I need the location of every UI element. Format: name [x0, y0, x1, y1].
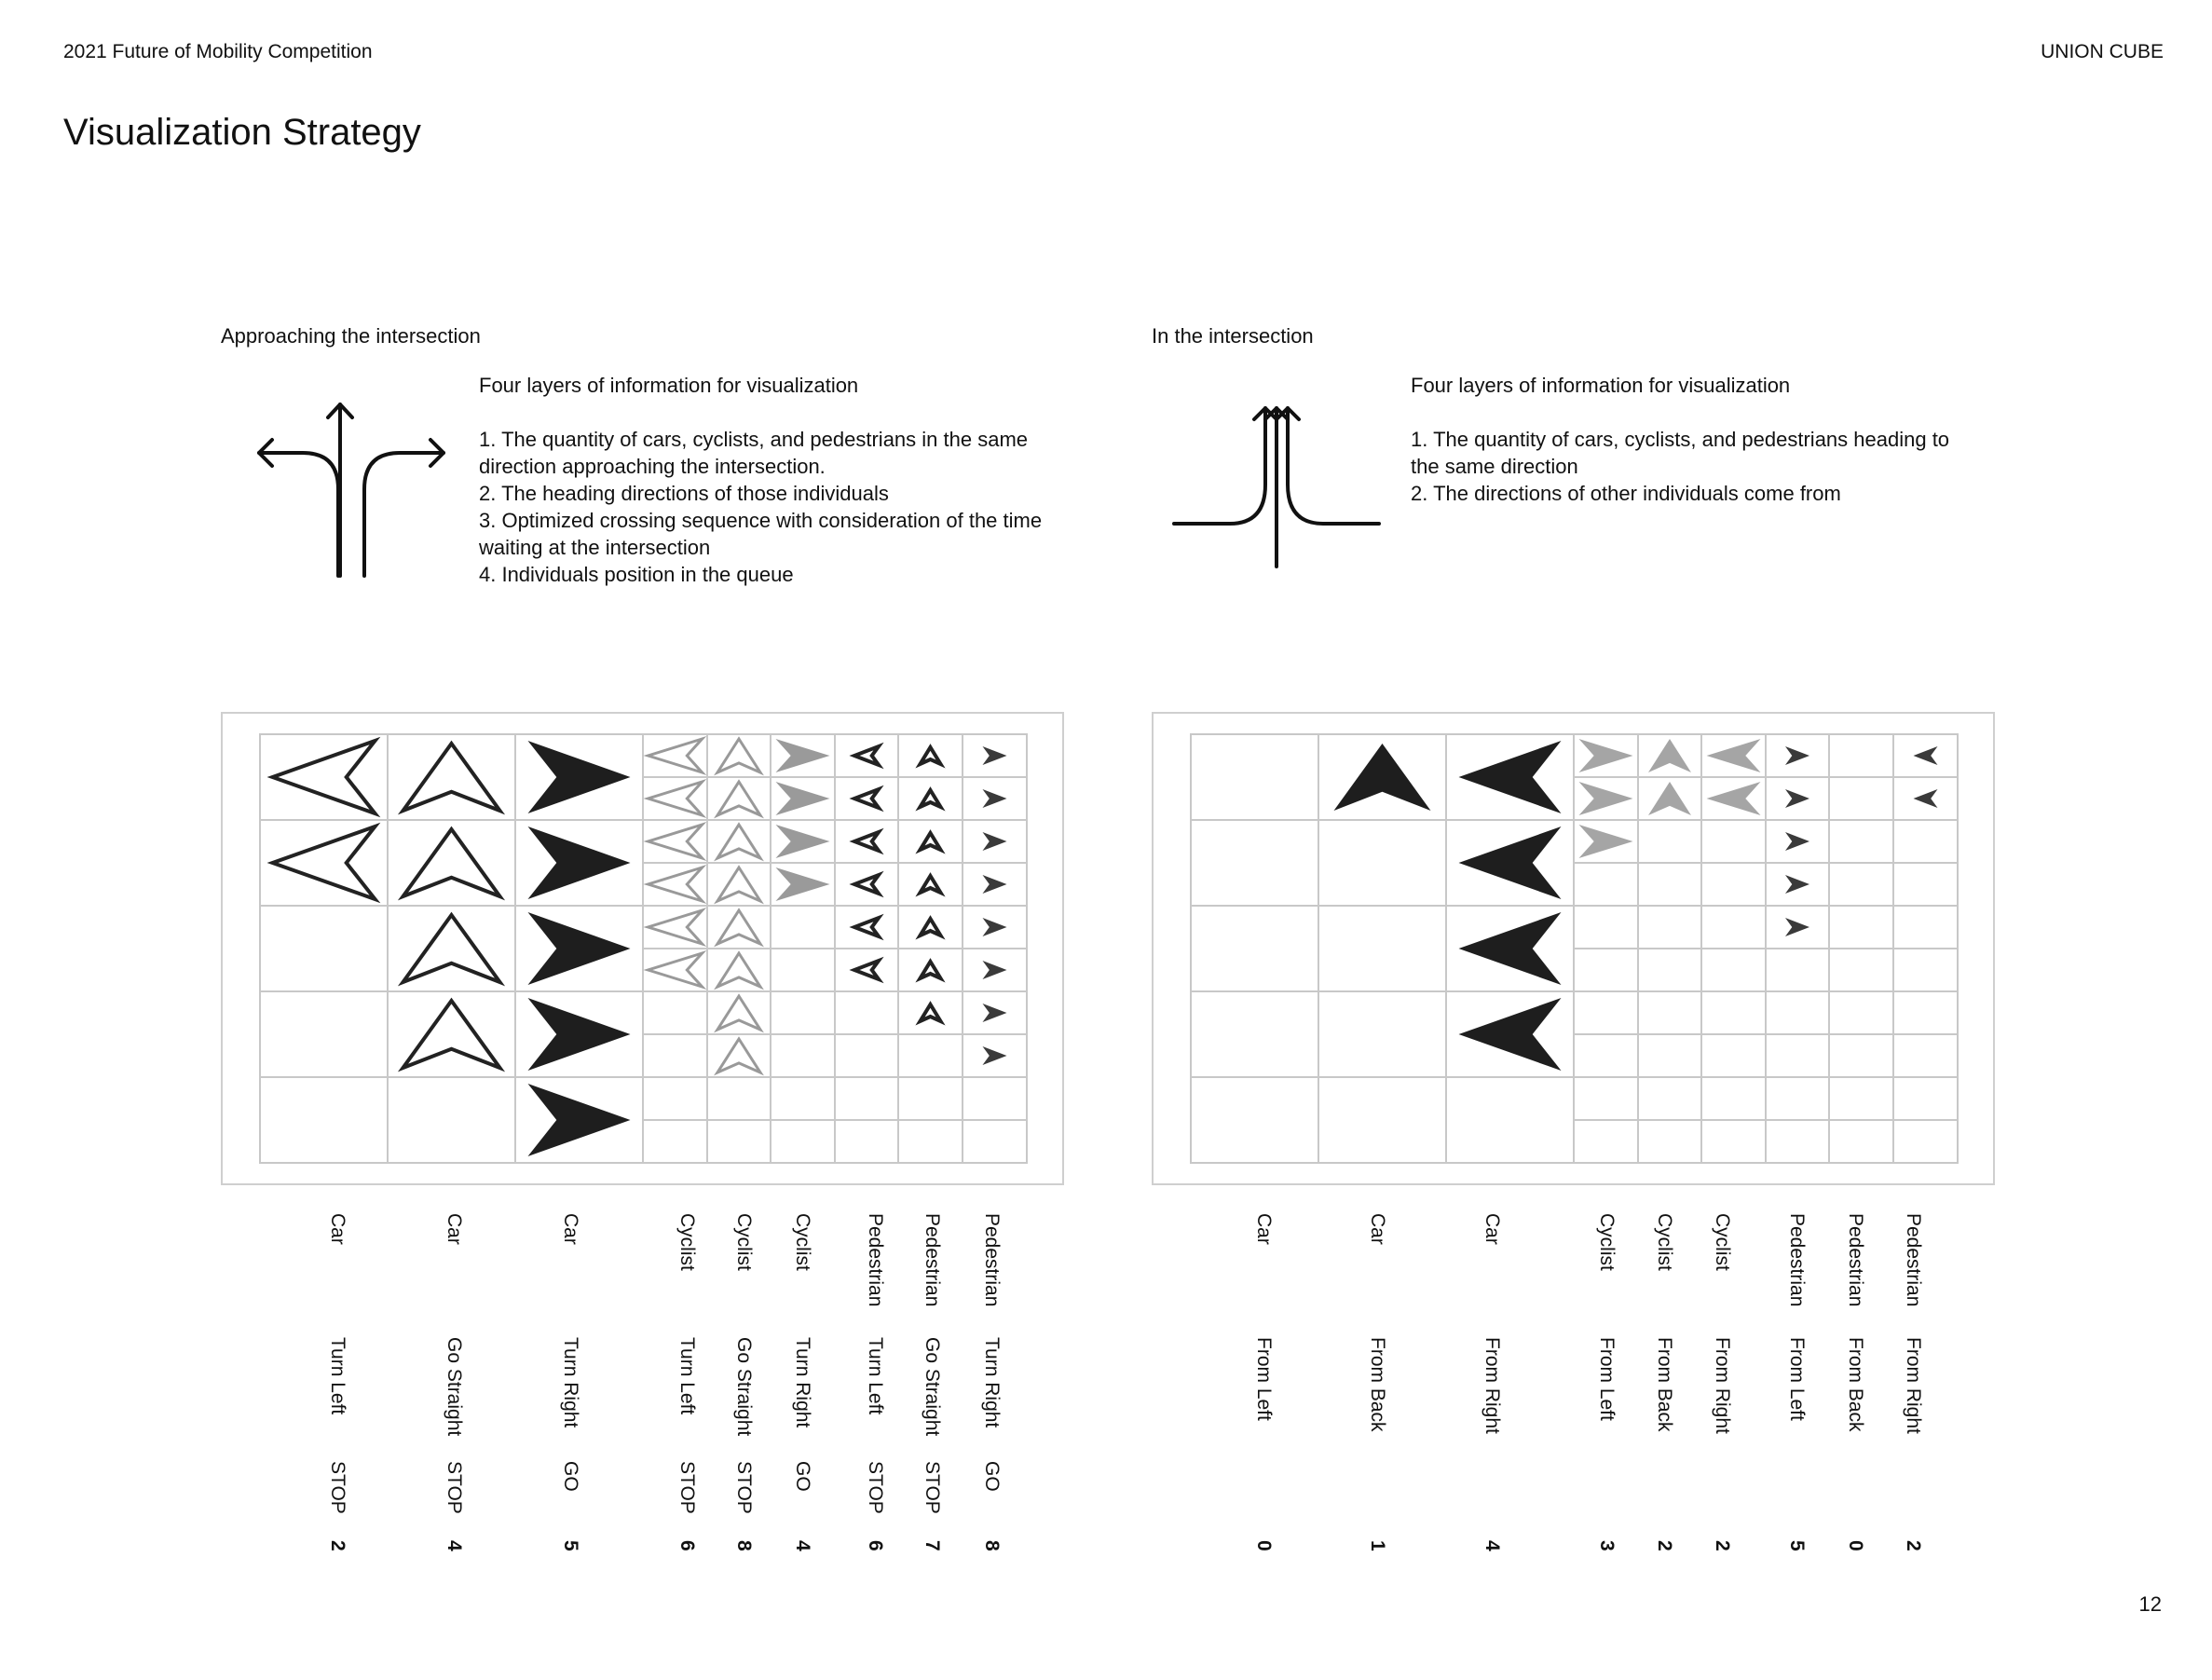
- right-section-heading: In the intersection: [1152, 324, 1314, 348]
- right-col-type: Pedestrian: [1786, 1213, 1808, 1307]
- left-col-type: Car: [327, 1213, 348, 1245]
- right-col-count: 3: [1596, 1540, 1618, 1551]
- approach-chevron-right-icon: [528, 826, 631, 899]
- approach-chevron-left-icon: [854, 961, 879, 979]
- approach-chevron-left-icon: [649, 953, 703, 987]
- intersection-chevron-left-icon: [1459, 912, 1562, 985]
- intersection-chevron-right-icon: [1579, 825, 1633, 858]
- left-info-line: 3. Optimized crossing sequence with consideration of the time: [479, 509, 1043, 532]
- approach-chevron-left-icon: [649, 867, 703, 901]
- approach-chevron-up-icon: [403, 1001, 500, 1068]
- approach-chevron-up-icon: [403, 744, 500, 811]
- left-col-signal: GO: [792, 1461, 813, 1492]
- left-col-direction: Turn Left: [327, 1337, 348, 1415]
- approach-chevron-left-icon: [854, 918, 879, 936]
- left-info-title: Four layers of information for visualization: [479, 374, 859, 397]
- fork-arrows-icon: [252, 401, 457, 578]
- right-col-count: 5: [1786, 1540, 1808, 1551]
- approach-chevron-up-icon: [717, 867, 760, 901]
- approach-chevron-left-icon: [649, 739, 703, 772]
- approach-grid: [223, 714, 1062, 1183]
- left-col-count: 4: [444, 1540, 465, 1551]
- team-name: UNION CUBE: [2041, 41, 2164, 62]
- competition-title: 2021 Future of Mobility Competition: [63, 41, 373, 62]
- left-col-count: 4: [792, 1540, 813, 1551]
- left-col-direction: Turn Left: [676, 1337, 698, 1415]
- right-col-count: 1: [1367, 1540, 1388, 1551]
- left-col-type: Cyclist: [676, 1213, 698, 1271]
- merge-arrows-icon: [1172, 401, 1381, 568]
- intersection-chevron-right-icon: [1785, 875, 1809, 894]
- left-col-direction: Go Straight: [922, 1337, 943, 1437]
- approach-chevron-up-icon: [921, 790, 941, 807]
- approach-chevron-right-icon: [983, 832, 1007, 851]
- intersection-chevron-left-icon: [1459, 998, 1562, 1071]
- left-col-direction: Go Straight: [733, 1337, 755, 1437]
- approach-chevron-up-icon: [403, 829, 500, 896]
- intersection-chevron-right-icon: [1579, 782, 1633, 815]
- approach-chevron-right-icon: [983, 918, 1007, 936]
- right-col-type: Car: [1367, 1213, 1388, 1245]
- approach-chevron-right-icon: [983, 746, 1007, 765]
- intersection-grid-lines: [1191, 734, 1958, 1163]
- intersection-chevron-left-icon: [1914, 746, 1938, 765]
- right-info-title: Four layers of information for visualization: [1411, 374, 1791, 397]
- left-info-line: 1. The quantity of cars, cyclists, and pedestrians in the same: [479, 428, 1029, 451]
- left-section-heading: Approaching the intersection: [221, 324, 481, 348]
- left-col-signal: GO: [560, 1461, 581, 1492]
- right-col-direction: From Left: [1253, 1337, 1275, 1421]
- intersection-chevron-left-icon: [1707, 782, 1761, 815]
- intersection-chevron-left-icon: [1914, 789, 1938, 808]
- approach-chevron-left-icon: [649, 825, 703, 858]
- left-col-type: Car: [444, 1213, 465, 1245]
- right-col-direction: From Left: [1596, 1337, 1618, 1421]
- approach-grid-panel: [221, 712, 1064, 1185]
- left-col-type: Pedestrian: [981, 1213, 1003, 1307]
- left-col-direction: Turn Right: [792, 1337, 813, 1428]
- right-info-line: 1. The quantity of cars, cyclists, and pedestrians heading to: [1411, 428, 1950, 451]
- intersection-chevron-right-icon: [1785, 746, 1809, 765]
- approach-chevron-left-icon: [854, 746, 879, 765]
- approach-chevron-up-icon: [403, 915, 500, 982]
- left-col-count: 2: [327, 1540, 348, 1551]
- approach-chevron-up-icon: [921, 876, 941, 893]
- left-info-line: direction approaching the intersection.: [479, 455, 826, 478]
- intersection-chevron-right-icon: [1785, 832, 1809, 851]
- approach-chevron-left-icon: [273, 826, 375, 899]
- right-col-type: Cyclist: [1654, 1213, 1675, 1271]
- left-col-signal: STOP: [444, 1461, 465, 1514]
- intersection-chevron-up-icon: [1648, 782, 1691, 815]
- approach-chevron-up-icon: [717, 953, 760, 987]
- left-col-direction: Turn Right: [981, 1337, 1003, 1428]
- left-col-signal: GO: [981, 1461, 1003, 1492]
- left-col-signal: STOP: [327, 1461, 348, 1514]
- left-info-line: 4. Individuals position in the queue: [479, 563, 794, 586]
- approach-chevron-up-icon: [717, 739, 760, 772]
- intersection-chevron-up-icon: [1334, 744, 1431, 811]
- left-col-direction: Turn Right: [560, 1337, 581, 1428]
- approach-chevron-up-icon: [921, 833, 941, 850]
- approach-chevron-left-icon: [649, 910, 703, 944]
- intersection-chevron-left-icon: [1459, 826, 1562, 899]
- intersection-grid: [1154, 714, 1993, 1183]
- left-col-count: 8: [981, 1540, 1003, 1551]
- left-col-direction: Go Straight: [444, 1337, 465, 1437]
- left-col-signal: STOP: [922, 1461, 943, 1514]
- left-col-signal: STOP: [676, 1461, 698, 1514]
- approach-chevron-right-icon: [983, 789, 1007, 808]
- approach-chevron-up-icon: [921, 1004, 941, 1021]
- approach-chevron-up-icon: [717, 996, 760, 1030]
- right-col-direction: From Right: [1481, 1337, 1503, 1434]
- right-col-direction: From Right: [1903, 1337, 1924, 1434]
- left-col-type: Cyclist: [792, 1213, 813, 1271]
- right-info-block: [1411, 372, 2007, 507]
- approach-chevron-up-icon: [921, 919, 941, 936]
- left-info-block: [479, 372, 1075, 588]
- approach-chevron-left-icon: [854, 832, 879, 851]
- approach-chevron-right-icon: [776, 867, 830, 901]
- approach-chevron-right-icon: [983, 875, 1007, 894]
- left-col-signal: STOP: [865, 1461, 886, 1514]
- page-title: Visualization Strategy: [63, 112, 421, 153]
- approach-chevron-up-icon: [717, 1039, 760, 1072]
- right-col-count: 2: [1654, 1540, 1675, 1551]
- left-col-direction: Turn Left: [865, 1337, 886, 1415]
- right-col-count: 0: [1253, 1540, 1275, 1551]
- approach-chevron-right-icon: [528, 912, 631, 985]
- left-col-type: Pedestrian: [922, 1213, 943, 1307]
- approach-chevron-up-icon: [921, 747, 941, 764]
- left-col-type: Cyclist: [733, 1213, 755, 1271]
- approach-chevron-right-icon: [776, 825, 830, 858]
- intersection-chevron-right-icon: [1785, 789, 1809, 808]
- approach-chevron-right-icon: [983, 1004, 1007, 1022]
- approach-chevron-right-icon: [776, 739, 830, 772]
- left-col-count: 8: [733, 1540, 755, 1551]
- approach-chevron-right-icon: [528, 1084, 631, 1156]
- intersection-chevron-left-icon: [1707, 739, 1761, 772]
- approach-chevron-right-icon: [528, 741, 631, 813]
- left-col-type: Pedestrian: [865, 1213, 886, 1307]
- approach-chevron-right-icon: [983, 961, 1007, 979]
- right-info-line: the same direction: [1411, 455, 1578, 478]
- approach-chevron-right-icon: [528, 998, 631, 1071]
- right-col-direction: From Right: [1712, 1337, 1733, 1434]
- approach-chevron-left-icon: [273, 741, 375, 813]
- approach-chevron-up-icon: [717, 910, 760, 944]
- approach-chevron-left-icon: [649, 782, 703, 815]
- right-col-type: Pedestrian: [1845, 1213, 1866, 1307]
- right-col-count: 2: [1712, 1540, 1733, 1551]
- right-col-direction: From Back: [1845, 1337, 1866, 1432]
- left-col-count: 7: [922, 1540, 943, 1551]
- right-col-count: 2: [1903, 1540, 1924, 1551]
- left-col-count: 5: [560, 1540, 581, 1551]
- approach-chevron-right-icon: [776, 782, 830, 815]
- left-col-type: Car: [560, 1213, 581, 1245]
- left-info-line: 2. The heading directions of those individuals: [479, 482, 889, 505]
- right-col-type: Car: [1481, 1213, 1503, 1245]
- right-col-direction: From Back: [1367, 1337, 1388, 1432]
- right-col-type: Cyclist: [1712, 1213, 1733, 1271]
- approach-chevron-up-icon: [717, 825, 760, 858]
- approach-chevron-up-icon: [921, 962, 941, 978]
- right-col-type: Cyclist: [1596, 1213, 1618, 1271]
- left-col-count: 6: [865, 1540, 886, 1551]
- left-info-line: waiting at the intersection: [479, 536, 711, 559]
- right-col-count: 0: [1845, 1540, 1866, 1551]
- approach-chevron-left-icon: [854, 875, 879, 894]
- left-col-signal: STOP: [733, 1461, 755, 1514]
- right-col-direction: From Back: [1654, 1337, 1675, 1432]
- page-number: 12: [2138, 1592, 2162, 1616]
- intersection-chevron-right-icon: [1785, 918, 1809, 936]
- right-info-line: 2. The directions of other individuals come from: [1411, 482, 1841, 505]
- right-col-count: 4: [1481, 1540, 1503, 1551]
- right-col-direction: From Left: [1786, 1337, 1808, 1421]
- approach-chevron-left-icon: [854, 789, 879, 808]
- approach-chevron-up-icon: [717, 782, 760, 815]
- approach-chevron-right-icon: [983, 1046, 1007, 1065]
- intersection-chevron-right-icon: [1579, 739, 1633, 772]
- intersection-grid-panel: [1152, 712, 1995, 1185]
- right-col-type: Car: [1253, 1213, 1275, 1245]
- intersection-chevron-up-icon: [1648, 739, 1691, 772]
- intersection-chevron-left-icon: [1459, 741, 1562, 813]
- left-col-count: 6: [676, 1540, 698, 1551]
- right-col-type: Pedestrian: [1903, 1213, 1924, 1307]
